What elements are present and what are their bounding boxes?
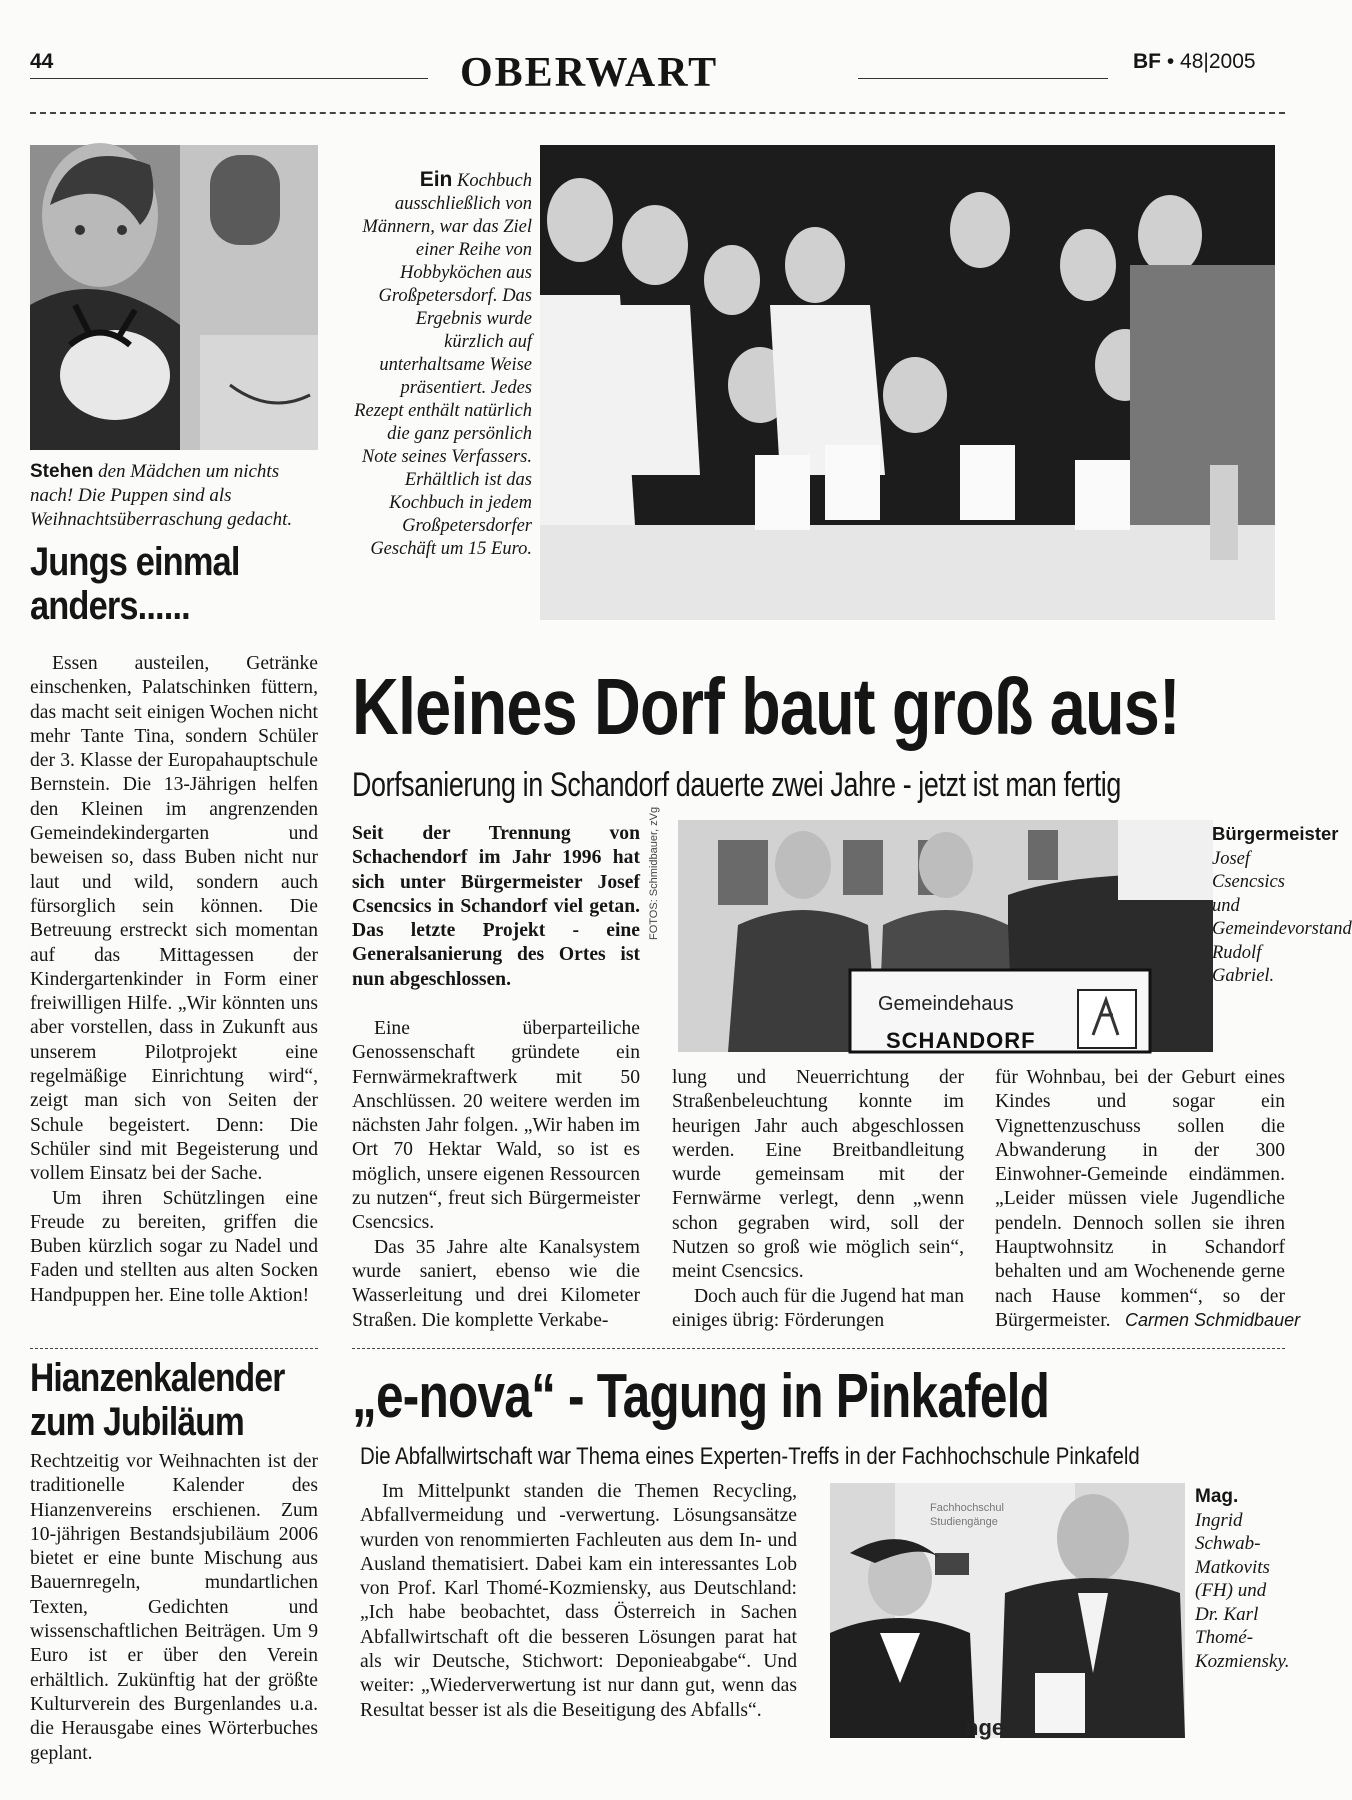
dolls-photo (30, 145, 318, 450)
dolls-caption-text: den Mädchen um nichts nach! Die Puppen sind als Weihnachtsüberraschung gedacht. (30, 461, 293, 530)
issue-info (1133, 50, 1256, 74)
kalender-headline-line2: zum Jubiläum (30, 1400, 244, 1444)
schandorf-caption (1212, 822, 1352, 989)
dolls-caption (30, 460, 318, 532)
cookbook-caption (352, 168, 532, 561)
schandorf-column-3 (995, 1066, 1285, 1333)
enova-article (360, 1480, 797, 1723)
enova-caption (1195, 1485, 1290, 1673)
cookbook-caption-lead: Ein (419, 168, 453, 191)
dolls-headline-line1: Jungs einmal (30, 540, 240, 584)
section-divider-left (30, 1348, 318, 1349)
schandorf-paragraph: Eine überparteiliche Genossenschaft gründete ein Fernwärmekraftwerk mit 50 Anschlüssen. 20 weitere werden im nächsten Jahr folgen. „Wir haben im Ort 70 Hektar Wald, so ist es möglich, unsere eigenen Ressourcen zu nutzen“, freut sich Bürgermeister Csencsics. (352, 1018, 640, 1234)
photo-sign-line1: Fachhochschul (930, 1502, 1004, 1514)
section-title: OBERWART (460, 50, 719, 96)
enova-caption-lead: Mag. (1195, 1486, 1239, 1507)
kalender-headline (30, 1356, 284, 1444)
header-rule-right (858, 78, 1108, 79)
schandorf-paragraph: Das 35 Jahre alte Kanalsystem wurde saniert, ebenso wie die Wasserleitung und drei Kilometer Straßen. Die komplette Verkabe- (352, 1236, 640, 1331)
schandorf-subhead: Dorfsanierung in Schandorf dauerte zwei Jahre - jetzt ist man fertig (352, 766, 1121, 804)
enova-subhead: Die Abfallwirtschaft war Thema eines Experten-Treffs in der Fachhochschule Pinkafeld (360, 1443, 1140, 1470)
sign-text-line1: Gemeindehaus (878, 993, 1014, 1015)
kalender-paragraph: Rechtzeitig vor Weihnachten ist der traditionelle Kalender des Hianzenvereins erschienen. Zum 10-jährigen Bestandsjubiläum 2006 bietet er eine bunte Mischung aus Bauernregeln, mundartlichen Texten, Gedichten und wissenschaftlichen Beiträgen. Um 9 Euro ist er über den Verein erhältlich. Zukünftig hat der größte Kulturverein des Burgenlandes u.a. die Herausgabe eines Wörterbuches geplant. (30, 1451, 318, 1764)
photo-banner-text: nge (965, 1715, 1005, 1740)
kalender-article (30, 1450, 318, 1766)
header-divider (30, 112, 1285, 114)
photo-sign-line2: Studiengänge (930, 1516, 998, 1528)
enova-paragraph: Im Mittelpunkt standen die Themen Recycling, Abfallvermeidung und -verwertung. Lösungsansätze wurden von renommierten Fachleuten aus dem In- und Ausland thematisiert. Dabei kam ein interessantes Lob von Prof. Karl Thomé-Kozmiensky, aus Deutschland: „Ich habe beobachtet, dass Österreich in Sachen Abfallwirtschaft oft die besseren Lösungen parat hat als wir Deutsche, Stichwort: Deponieabgabe“. Und weiter: „Wiederverwertung ist nur dann gut, wenn das Resultat besser ist als die Beseitigung des Abfalls“. (360, 1481, 797, 1721)
schandorf-paragraph: für Wohnbau, bei der Geburt eines Kindes und sogar ein Vignettenzuschuss sollen die Abwanderung in der 300 Einwohner-Gemeinde eindämmen. „Leider müssen viele Jugendliche pendeln. Dennoch sollen sie ihren Hauptwohnsitz in Schandorf behalten und am Wochenende gerne nach Hause kommen“, so der Bürgermeister. (995, 1067, 1285, 1331)
photo-credit: FOTOS: Schmidbauer, zVg (648, 806, 660, 940)
enova-photo (830, 1483, 1185, 1738)
header-rule-left (30, 78, 428, 79)
cookbook-photo (540, 145, 1275, 620)
dolls-paragraph: Um ihren Schützlingen eine Freude zu bereiten, griffen die Buben kürzlich sogar zu Nadel und Faden und stellten aus alten Socken Handpuppen her. Eine tolle Aktion! (30, 1187, 318, 1306)
bullet: • (1166, 50, 1175, 73)
author-byline: Carmen Schmidbauer (1125, 1310, 1301, 1330)
dolls-caption-lead: Stehen (30, 461, 94, 482)
issue-number: 48|2005 (1180, 50, 1256, 73)
dolls-headline (30, 540, 240, 628)
section-divider-right (352, 1348, 1285, 1349)
cookbook-caption-text: Kochbuch ausschließlich von Männern, war das Ziel einer Reihe von Hobbyköchen aus Großpetersdorf. Das Ergebnis wurde kürzlich auf unterhaltsame Weise präsentiert. Jedes Rezept enthält natürlich die ganz persönlich Note seines Verfassers. Erhältlich ist das Kochbuch in jedem Großpetersdorfer Geschäft um 15 Euro. (354, 171, 532, 559)
schandorf-caption-lead: Bürgermeister (1212, 823, 1339, 844)
schandorf-lead: Seit der Trennung von Schachendorf im Jahr 1996 hat sich unter Bürgermeister Josef Csencsics in Schandorf viel getan. Das letzte Projekt - eine Generalsanierung des Ortes ist nun abgeschlossen. (352, 823, 640, 990)
schandorf-paragraph: Doch auch für die Jugend hat man einiges übrig: Förderungen (672, 1285, 964, 1331)
schandorf-caption-text: Josef Csencsics und Gemeindevorstand Rudolf Gabriel. (1212, 848, 1352, 986)
schandorf-column-1 (352, 1017, 640, 1333)
schandorf-headline: Kleines Dorf baut groß aus! (352, 662, 1180, 751)
schandorf-paragraph: lung und Neuerrichtung der Straßenbeleuchtung konnte im heurigen Jahr auch abgeschlossen werden. Eine Breitbandleitung wurde gemeinsam mit der Fernwärme verlegt, denn „wenn schon gegraben wird, soll der Nutzen so groß wie möglich sein“, meint Csencsics. (672, 1067, 964, 1283)
schandorf-photo (678, 820, 1213, 1052)
page-number: 44 (30, 50, 54, 73)
enova-headline: „e-nova“ - Tagung in Pinkafeld (352, 1362, 1050, 1431)
dolls-headline-line2: anders...... (30, 584, 190, 628)
enova-caption-text: Ingrid Schwab-Matkovits (FH) und Dr. Karl Thomé-Kozmiensky. (1195, 1509, 1290, 1672)
schandorf-column-2 (672, 1066, 964, 1333)
sign-text-line2: SCHANDORF (886, 1028, 1036, 1053)
kalender-headline-line1: Hianzenkalender (30, 1356, 285, 1400)
paper-name: BF (1133, 50, 1161, 73)
dolls-paragraph: Essen austeilen, Getränke einschenken, Palatschinken füttern, das macht seit einigen Wochen nicht mehr Tante Tina, sondern Schüler der 3. Klasse der Europahauptschule Bernstein. Die 13-Jährigen helfen den Kleinen im angrenzenden Gemeindekindergarten und beweisen so, dass Buben nicht nur laut und wild, sondern auch fürsorglich sein können. Die Betreuung erstreckt sich momentan auf das Mittagessen der Kindergartenkinder in Form einer freiwilligen Hilfe. „Wir könnten uns aber vorstellen, dass in Zukunft aus unserem Pilotprojekt eine regelmäßige Einrichtung wird“, zeigt man sich von Seiten der Schule begeistert. Denn: Die Schüler sind mit Begeisterung und vollem Einsatz bei der Sache. (30, 653, 318, 1185)
dolls-article (30, 652, 318, 1308)
